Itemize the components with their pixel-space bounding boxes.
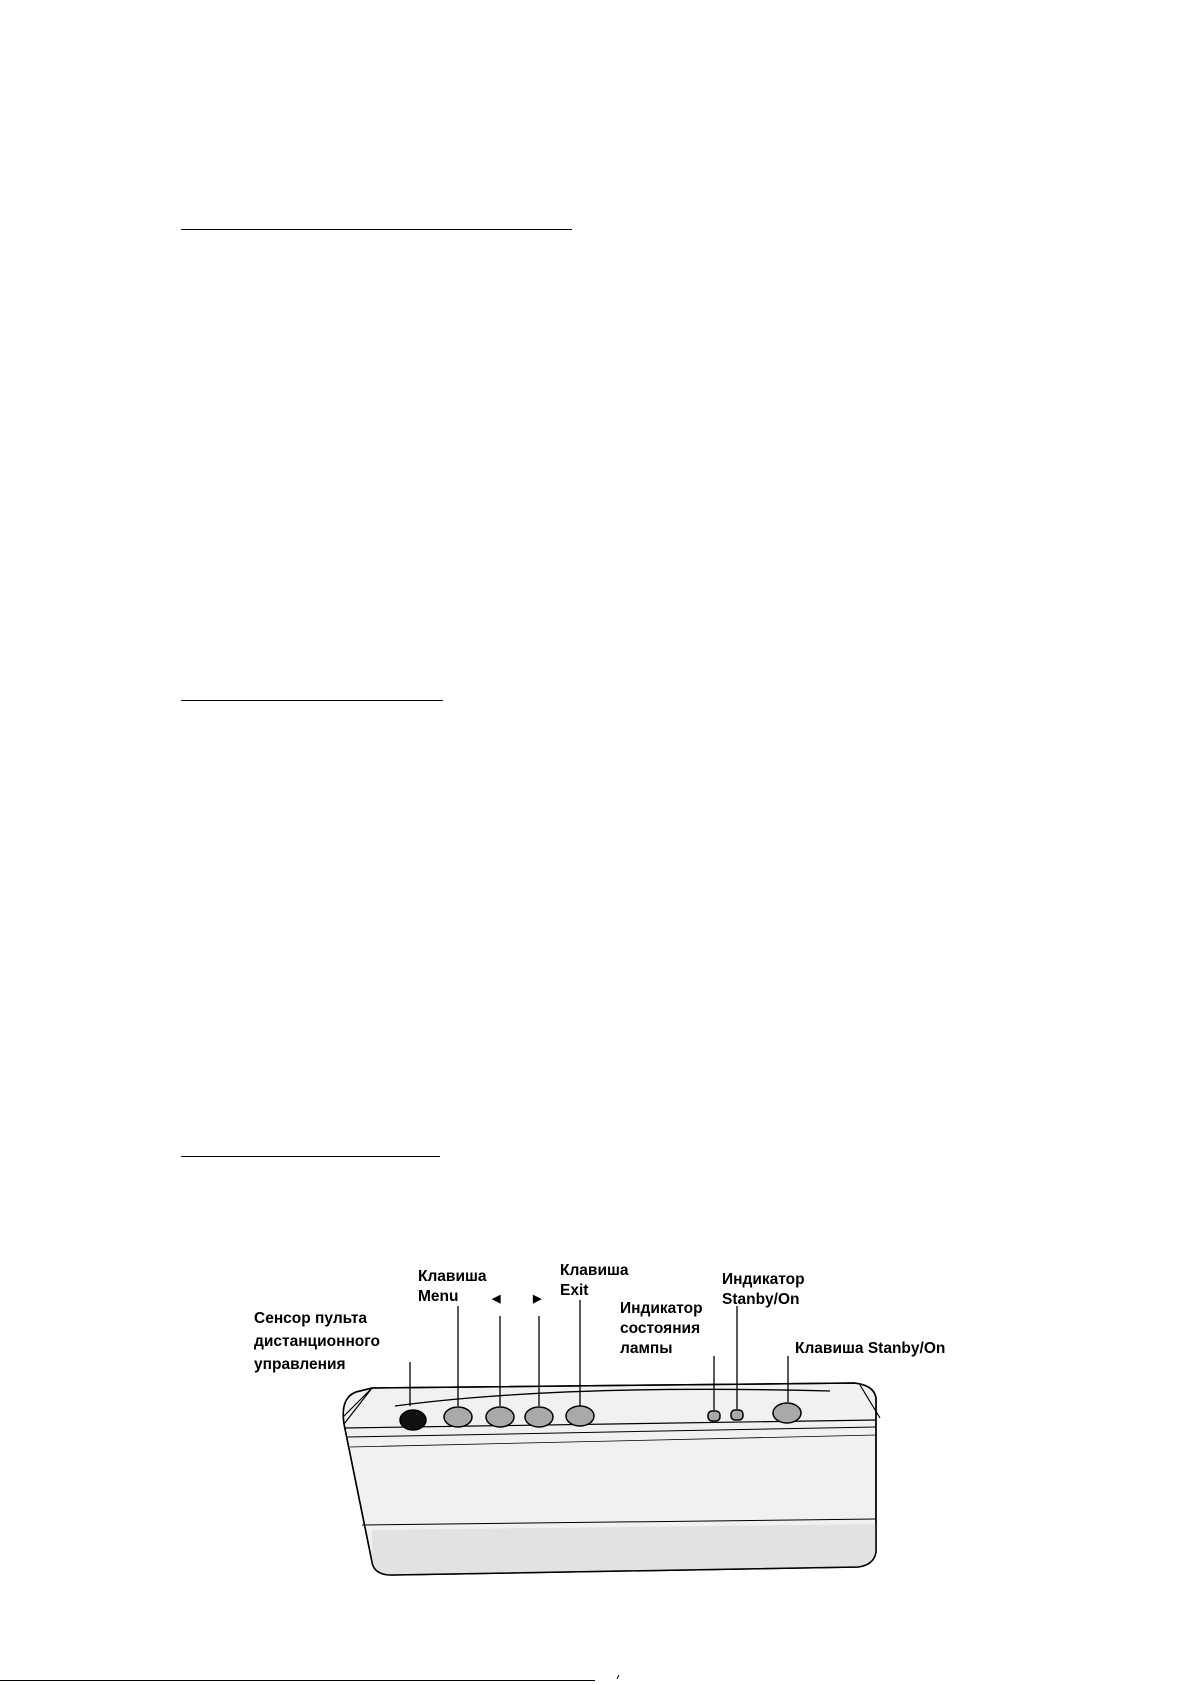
footer-mark: [617, 1675, 619, 1679]
remote-sensor-label: Сенсор пульта дистанционного управления: [254, 1310, 380, 1373]
exit-button[interactable]: [566, 1406, 594, 1426]
right-arrow-button[interactable]: [525, 1407, 553, 1427]
menu-button[interactable]: [444, 1407, 472, 1427]
left-arrow-button[interactable]: [486, 1407, 514, 1427]
lamp-indicator-light: [708, 1411, 720, 1421]
remote-sensor-icon: [400, 1410, 426, 1430]
standby-indicator-light: [731, 1410, 743, 1420]
left-arrow-label: ◀: [492, 1293, 501, 1305]
right-arrow-label: ▶: [533, 1293, 542, 1305]
standby-indicator-label: Индикатор Stanby/On: [722, 1271, 805, 1308]
exit-key-label: Клавиша Exit: [560, 1262, 629, 1299]
menu-key-label: Клавиша Menu: [418, 1268, 487, 1305]
standby-key-label: Клавиша Stanby/On: [795, 1340, 946, 1357]
lamp-indicator-label: Индикатор состояния лампы: [620, 1300, 703, 1357]
standby-on-button[interactable]: [773, 1403, 801, 1423]
